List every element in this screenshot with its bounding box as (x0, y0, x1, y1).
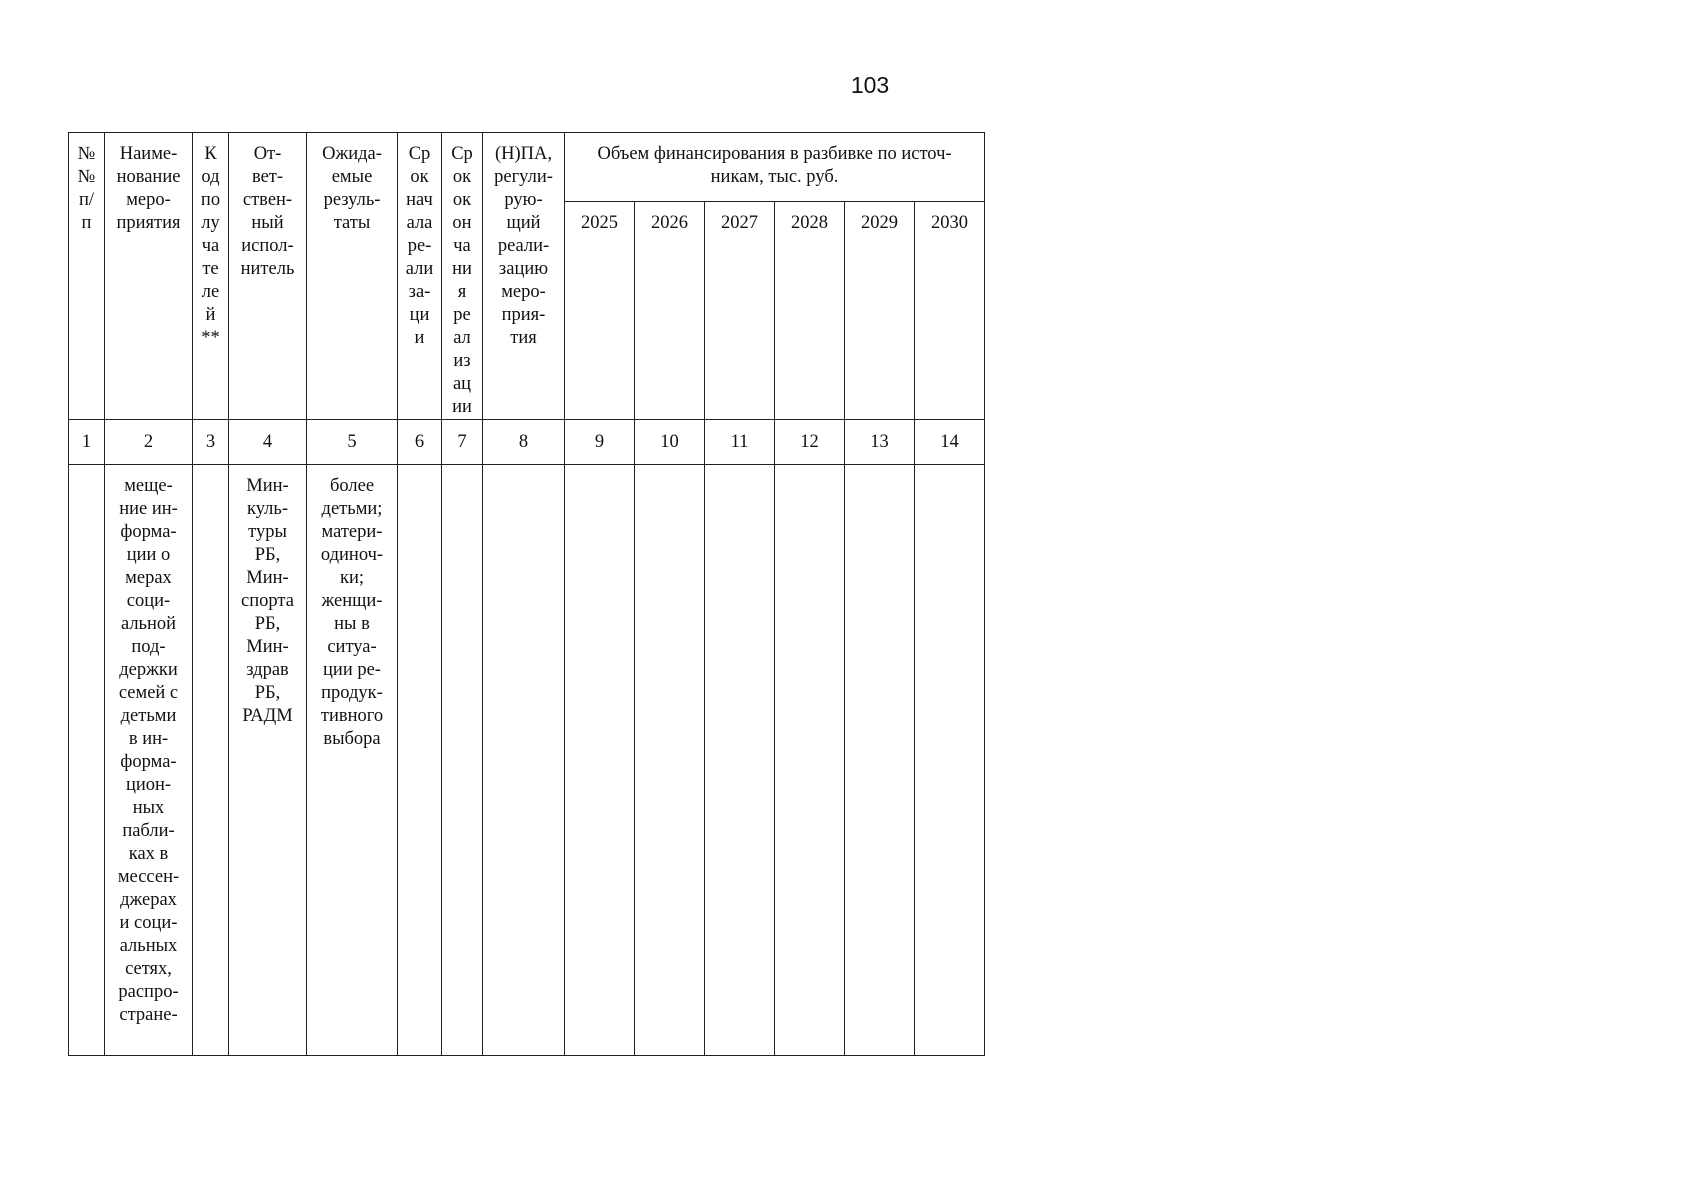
cell-regulation (483, 465, 565, 1056)
header-year-2026: 2026 (635, 202, 705, 420)
column-number: 7 (442, 420, 483, 465)
cell-funding-2027 (705, 465, 775, 1056)
cell-funding-2026 (635, 465, 705, 1056)
header-row (69, 133, 985, 202)
table-row (69, 465, 985, 1056)
column-number: 9 (565, 420, 635, 465)
column-number: 14 (915, 420, 985, 465)
header-start-date: Ср ок нач ала ре- али за- ци и (398, 133, 442, 420)
column-number: 2 (105, 420, 193, 465)
page-number: 103 (850, 72, 890, 98)
header-year-2028: 2028 (775, 202, 845, 420)
header-year-2030: 2030 (915, 202, 985, 420)
column-number: 12 (775, 420, 845, 465)
column-number-row (69, 420, 985, 465)
header-executor: От- вет- ствен- ный испол- нитель (229, 133, 307, 420)
header-year-2029: 2029 (845, 202, 915, 420)
cell-funding-2028 (775, 465, 845, 1056)
header-expected-results: Ожида- емые резуль- таты (307, 133, 398, 420)
column-number: 1 (69, 420, 105, 465)
header-year-2027: 2027 (705, 202, 775, 420)
cell-expected-results: более детьми; матери- одиноч- ки; женщи- ны в ситуа- ции ре- продук- тивного выбора (307, 465, 398, 1056)
header-number: № № п/ п (69, 133, 105, 420)
column-number: 6 (398, 420, 442, 465)
cell-funding-2029 (845, 465, 915, 1056)
column-number: 8 (483, 420, 565, 465)
column-number: 3 (193, 420, 229, 465)
header-end-date: Ср ок ок он ча ни я ре ал из ац ии (442, 133, 483, 420)
cell-funding-2030 (915, 465, 985, 1056)
header-year-2025: 2025 (565, 202, 635, 420)
cell-start-date (398, 465, 442, 1056)
header-financing: Объем финансирования в разбивке по источ- никам, тыс. руб. (565, 133, 985, 202)
column-number: 5 (307, 420, 398, 465)
column-number: 10 (635, 420, 705, 465)
cell-funding-2025 (565, 465, 635, 1056)
cell-activity-name: меще- ние ин- форма- ции о мерах соци- альной под- держки семей с детьми в ин- форма- цион- ных пабли- ках в мессен- джерах и соци- альных сетях, распро- стране- (105, 465, 193, 1056)
cell-number (69, 465, 105, 1056)
column-number: 13 (845, 420, 915, 465)
header-activity-name: Наиме- нование меро- приятия (105, 133, 193, 420)
column-number: 11 (705, 420, 775, 465)
activities-table (68, 132, 985, 1056)
cell-end-date (442, 465, 483, 1056)
cell-recipient-code (193, 465, 229, 1056)
column-number: 4 (229, 420, 307, 465)
header-recipient-code: К од по лу ча те ле й ** (193, 133, 229, 420)
header-regulation: (Н)ПА, регули- рую- щий реали- зацию меро- прия- тия (483, 133, 565, 420)
cell-executor: Мин- куль- туры РБ, Мин- спорта РБ, Мин- здрав РБ, РАДМ (229, 465, 307, 1056)
